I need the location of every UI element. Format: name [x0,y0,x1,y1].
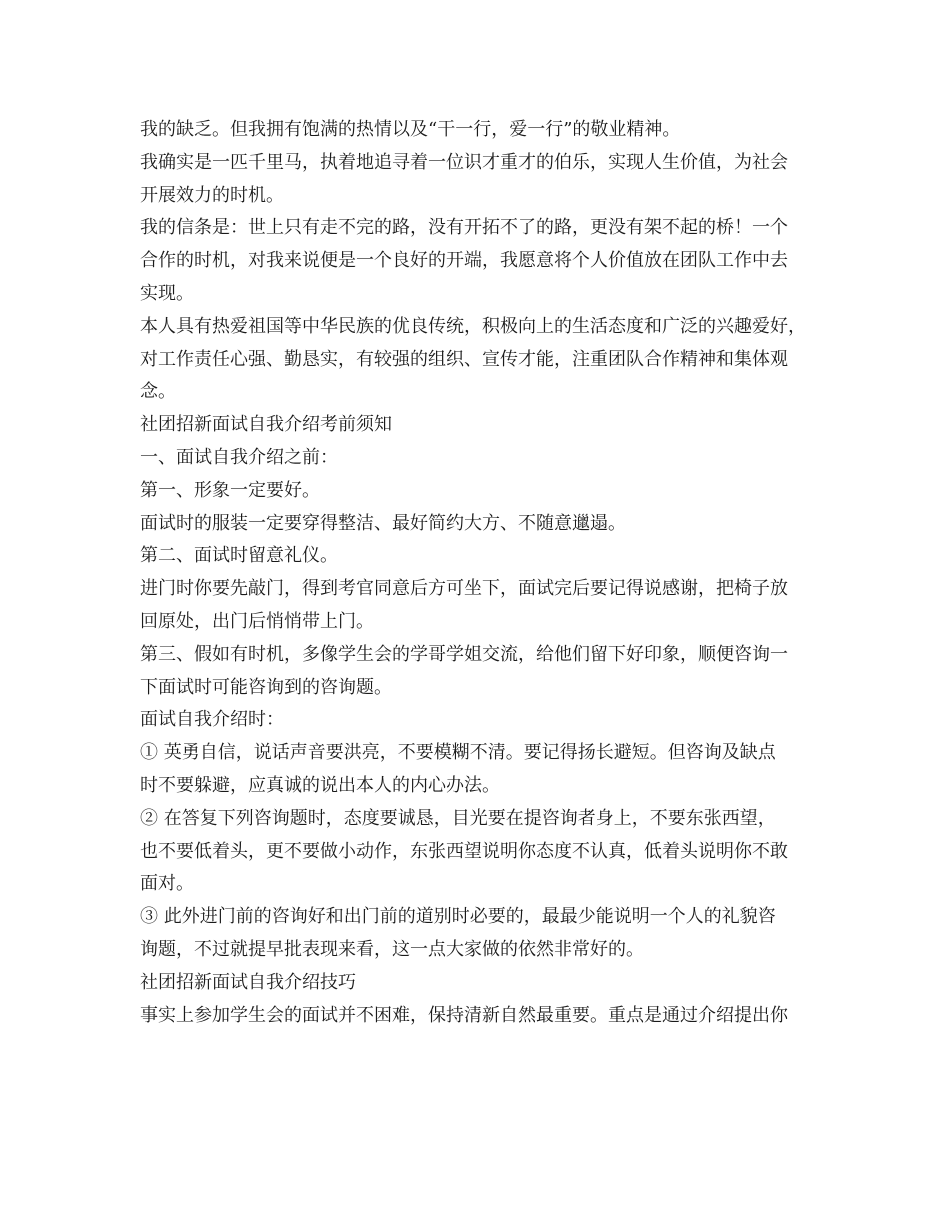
text-line: 我确实是一匹千里马，执着地追寻着一位识才重才的伯乐，实现人生价值，为社会 [140,151,788,173]
text-line: 本人具有热爱祖国等中华民族的优良传统，积极向上的生活态度和广泛的兴趣爱好， [140,315,806,337]
text-line: 我的缺乏。但我拥有饱满的热情以及“干一行，爱一行”的敬业精神。 [140,119,681,140]
text-line: 对工作责任心强、勤恳实，有较强的组织、宣传才能，注重团队合作精神和集体观 [140,348,788,370]
list-item: ① 英勇自信，说话声音要洪亮，不要模糊不清。要记得扬长避短。但咨询及缺点 [140,742,776,764]
text-line: 事实上参加学生会的面试并不困难，保持清新自然最重要。重点是通过介绍提出你 [140,1004,788,1026]
text-line: 念。 [140,381,176,403]
text-line: 实现。 [140,282,194,304]
list-item: ② 在答复下列咨询题时，态度要诚恳，目光要在提咨询者身上，不要东张西望， [140,807,776,829]
text-line: 时不要躲避，应真诚的说出本人的内心办法。 [140,774,500,796]
text-line: 第一、形象一定要好。 [140,479,320,501]
text-line: 面试时的服装一定要穿得整洁、最好简约大方、不随意邋遢。 [140,512,626,534]
section-heading: 社团招新面试自我介绍考前须知 [140,414,392,436]
text-line: 合作的时机，对我来说便是一个良好的开端，我愿意将个人价值放在团队工作中去 [140,250,788,272]
subsection-heading: 一、面试自我介绍之前： [140,446,338,468]
document-body [140,114,820,1032]
subsection-heading: 面试自我介绍时： [140,709,284,731]
list-item: ③ 此外进门前的咨询好和出门前的道别时必要的，最最少能说明一个人的礼貌咨 [140,906,776,928]
text-line: 下面试时可能咨询到的咨询题。 [140,676,392,698]
text-line: 第二、面试时留意礼仪。 [140,545,338,567]
text-line: 也不要低着头，更不要做小动作，东张西望说明你态度不认真，低着头说明你不敢 [140,840,788,862]
text-line: 回原处，出门后悄悄带上门。 [140,610,374,632]
section-heading: 社团招新面试自我介绍技巧 [140,971,356,993]
text-line: 询题，不过就提早批表现来看，这一点大家做的依然非常好的。 [140,938,644,960]
text-line: 第三、假如有时机，多像学生会的学哥学姐交流，给他们留下好印象，顺便咨询一 [140,643,788,665]
text-line: 开展效力的时机。 [140,184,284,206]
text-line: 进门时你要先敲门，得到考官同意后方可坐下，面试完后要记得说感谢，把椅子放 [140,578,788,600]
text-line: 面对。 [140,873,194,895]
text-line: 我的信条是：世上只有走不完的路，没有开拓不了的路，更没有架不起的桥！一个 [140,217,788,239]
